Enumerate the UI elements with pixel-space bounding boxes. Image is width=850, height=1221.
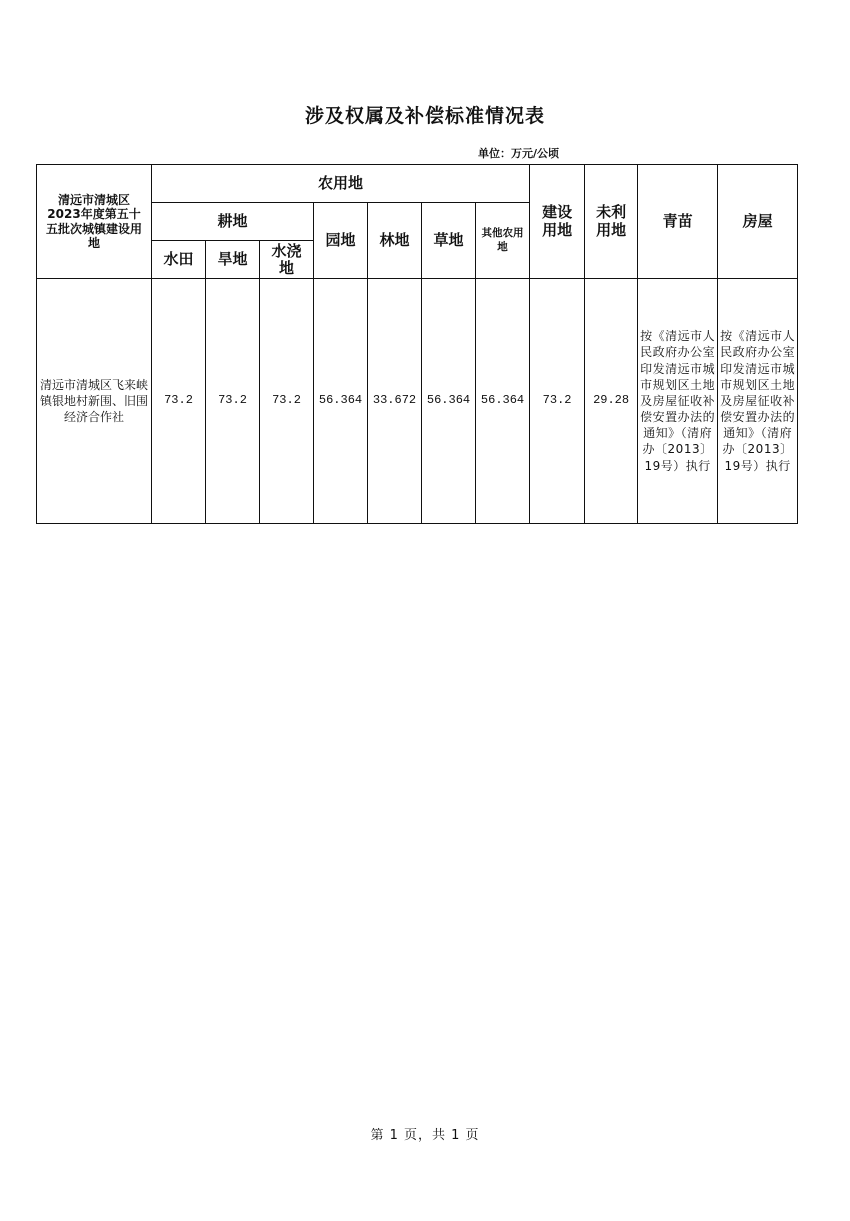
- header-unused: [585, 165, 638, 279]
- header-project-label: 清远市清城区2023年度第五十五批次城镇建设用地: [45, 192, 142, 250]
- unit-label: 单位：万元/公顷: [478, 147, 560, 160]
- cell-paddy: 73.2: [152, 279, 206, 524]
- header-other-agri: [476, 203, 530, 279]
- cell-name: 清远市清城区飞来峡镇银地村新围、旧围经济合作社: [37, 279, 152, 524]
- table-row: [37, 279, 798, 524]
- cell-irrigated: 73.2: [260, 279, 314, 524]
- cell-forest: 33.672: [368, 279, 422, 524]
- cell-grass: 56.364: [422, 279, 476, 524]
- cell-construction: 73.2: [530, 279, 585, 524]
- header-construction: [530, 165, 585, 279]
- cell-other-agri: 56.364: [476, 279, 530, 524]
- header-irrigated-label: 水浇地: [271, 242, 302, 277]
- cell-housing: 按《清远市人民政府办公室印发清远市城市规划区土地及房屋征收补偿安置办法的通知》（清府办〔2013〕19号）执行: [718, 279, 798, 524]
- header-irrigated: [260, 241, 314, 279]
- header-cultivated: 耕地: [152, 203, 314, 241]
- header-unused-label: 未利用地: [596, 203, 627, 239]
- cell-dry: 73.2: [206, 279, 260, 524]
- cell-unused: 29.28: [585, 279, 638, 524]
- header-agri-land: 农用地: [152, 165, 530, 203]
- header-grass: 草地: [422, 203, 476, 279]
- cell-garden: 56.364: [314, 279, 368, 524]
- header-construction-label: 建设用地: [542, 203, 573, 239]
- header-project: [37, 165, 152, 279]
- cell-crops: 按《清远市人民政府办公室印发清远市城市规划区土地及房屋征收补偿安置办法的通知》（清府办〔2013〕19号）执行: [638, 279, 718, 524]
- header-other-agri-label: 其他农用地: [481, 227, 524, 253]
- header-paddy: 水田: [152, 241, 206, 279]
- header-crops: 青苗: [638, 165, 718, 279]
- document-title: 涉及权属及补偿标准情况表: [304, 105, 545, 127]
- header-dry: 旱地: [206, 241, 260, 279]
- header-housing: 房屋: [718, 165, 798, 279]
- compensation-table: [36, 164, 798, 524]
- header-garden: 园地: [314, 203, 368, 279]
- page-footer: 第 1 页，共 1 页: [370, 1128, 480, 1143]
- header-forest: 林地: [368, 203, 422, 279]
